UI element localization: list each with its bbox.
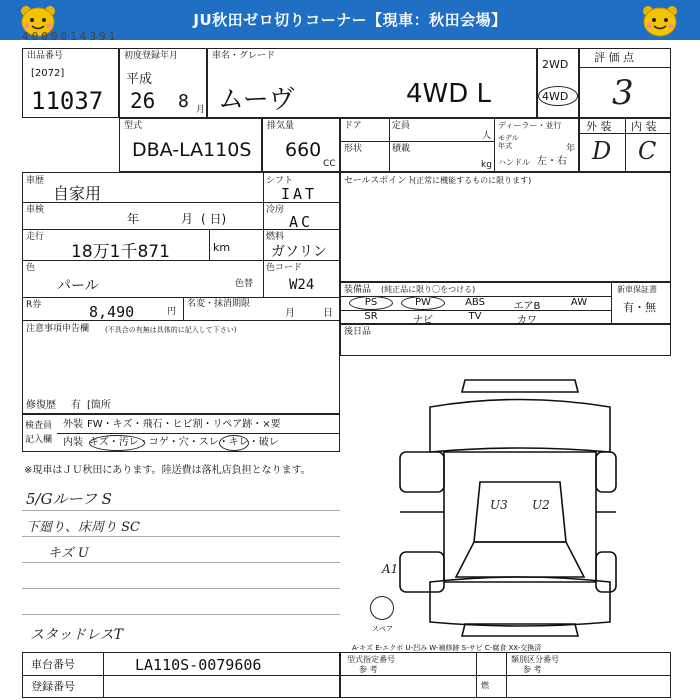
equipment-cell (340, 282, 671, 324)
after-fitted-label: 後日品 (344, 327, 372, 337)
notes-sub: (不具合の有無は具体的に記入して下さい) (105, 326, 237, 334)
ac-value: AC (289, 213, 314, 231)
era: 平成 (126, 72, 153, 87)
km-unit: km (213, 241, 231, 254)
lot-label: 出品番号 (27, 51, 64, 61)
equipment-item-airbag: エアB (513, 301, 541, 312)
divider (580, 133, 671, 134)
equipment-label: 装備品 (344, 285, 372, 295)
equipment-item-tv: TV (468, 311, 482, 322)
inspection-record-label: 記入欄 (25, 435, 53, 445)
handwritten-note: スタッドレスT (30, 627, 123, 643)
divider (389, 119, 390, 172)
warranty-value: 有・無 (623, 301, 656, 314)
inspection-day: ( 日) (201, 212, 227, 226)
damage-legend: A-キズ E-エクボ U-凹み W-補修跡 S-サビ C-腐食 XX-交換済 (352, 644, 542, 652)
drive-cell (537, 48, 579, 118)
type-code: DBA-LA110S (132, 139, 252, 161)
equipment-item-aw: AW (570, 297, 588, 308)
equipment-item-sr: SR (364, 311, 378, 322)
color-code-label: 色コード (266, 263, 303, 273)
capacity-label: 定員 (392, 121, 411, 131)
selected-circle (89, 435, 145, 451)
handle-value: 左・右 (537, 156, 567, 167)
color-code-value: W24 (289, 277, 315, 293)
diagram-front-left-wheel (400, 552, 444, 592)
drive-2wd: 2WD (542, 58, 569, 71)
reference-label: 参 考 (359, 665, 378, 674)
diagram-roof (474, 482, 566, 542)
score-cell (579, 48, 671, 118)
type-cell (119, 118, 262, 172)
grade: 4WD L (406, 79, 492, 109)
divider (263, 173, 264, 297)
writing-line (22, 588, 340, 589)
equipment-item-abs: ABS (465, 297, 485, 308)
mileage-value: 18万1千871 (71, 242, 170, 262)
chassis-number: LA110S-0079606 (135, 656, 262, 674)
writing-line (22, 536, 340, 537)
first-reg-cell (119, 48, 207, 118)
writing-line (22, 510, 340, 511)
person-unit: 人 (482, 131, 492, 141)
details-block (22, 172, 340, 414)
inspection-record-label: 検査員 (25, 421, 53, 431)
color-value: パール (57, 278, 99, 294)
selected-circle (401, 296, 445, 310)
repair-value: 有 (71, 400, 81, 411)
color-change-label: 色替 (235, 279, 254, 289)
shift-label: シフト (266, 176, 294, 186)
diagram-windshield (456, 542, 584, 577)
divider (23, 297, 340, 298)
lot-cell (22, 48, 119, 118)
interior-grade: C (638, 137, 657, 165)
selected-circle (349, 296, 393, 310)
displacement-cell (262, 118, 340, 172)
kg-unit: kg (481, 160, 492, 170)
diagram-rear-right-wheel (596, 452, 616, 492)
recycle-value: 8,490 (89, 303, 135, 321)
footer-fuel-label: 燃 (481, 681, 489, 690)
interior-prefix: 内装 (63, 437, 83, 448)
diagram-rear-section (430, 400, 610, 453)
inspection-month-unit: 月 (181, 212, 194, 226)
body-cell (340, 118, 579, 172)
lot-sub: [2072] (31, 68, 65, 79)
divider (57, 433, 340, 434)
damage-mark: A1 (382, 562, 399, 576)
sales-point-cell (340, 172, 671, 282)
repair-location: [箇所 (87, 400, 111, 411)
divider (611, 283, 612, 324)
displacement: 660 (285, 139, 322, 161)
spare-label: スペア (372, 625, 393, 633)
damage-mark: U3 (490, 498, 508, 512)
selected-circle (219, 435, 249, 451)
cc-unit: CC (323, 159, 336, 169)
equipment-item-navi: ナビ (413, 315, 433, 326)
exterior-grade: D (592, 137, 612, 165)
inspection-record (22, 414, 340, 452)
inspection-year-unit: 年 (127, 212, 140, 226)
after-fitted-cell (340, 324, 671, 356)
ac-label: 冷房 (266, 205, 285, 215)
divider (209, 229, 210, 260)
name-change-day: 日 (323, 308, 333, 319)
exterior-label: 外 装 (586, 120, 612, 133)
diagram-front-section (430, 577, 610, 626)
registration-label: 登録番号 (31, 680, 75, 693)
exterior-prefix: 外装 (63, 419, 83, 430)
recycle-label: R券 (26, 300, 42, 310)
divider (23, 675, 340, 676)
diagram-rear-left-wheel (400, 452, 444, 492)
interior-label: 内 装 (631, 120, 657, 133)
name-change-month: 月 (285, 308, 295, 319)
grade-cell (579, 118, 671, 172)
type-label: 型式 (124, 121, 143, 131)
damage-mark: U2 (532, 498, 550, 512)
writing-line (22, 614, 340, 615)
displacement-label: 排気量 (267, 121, 295, 131)
name-change-label: 名変・抹消期限 (187, 299, 251, 309)
color-label: 色 (26, 263, 36, 273)
equipment-sub: (純正品に限り〇をつける) (381, 285, 476, 294)
page-title: JU秋田ゼロ切りコーナー【現車：秋田会場】 (193, 11, 507, 29)
lot-number: 11037 (31, 87, 104, 115)
category-label: 車歴 (26, 176, 45, 186)
door-label: ドア (344, 121, 362, 131)
registration-block (22, 652, 340, 698)
inspection-label: 車検 (26, 205, 45, 215)
divider (580, 67, 671, 68)
shift-value: IAT (281, 185, 318, 203)
month: 8 (178, 91, 189, 112)
load-label: 積載 (392, 144, 411, 154)
designation-block (340, 652, 671, 698)
first-reg-label: 初度登録年月 (124, 51, 179, 61)
handwritten-note: キズ U (48, 546, 89, 561)
score-label: 評 価 点 (594, 51, 634, 64)
divider (183, 297, 184, 320)
writing-line (22, 562, 340, 563)
exterior-defects: FW・キズ・飛石・ヒビ割・リペア跡・×要 (87, 419, 281, 430)
notice-text: ※現車はＪＵ秋田にあります。陸送費は落札店負担となります。 (24, 465, 311, 476)
year: 26 (130, 89, 156, 113)
yen-unit: 円 (167, 307, 177, 317)
name-label: 車名・グレード (212, 51, 276, 61)
diagram-body (444, 452, 596, 582)
shape-label: 形状 (344, 144, 363, 154)
month-unit: 月 (196, 105, 206, 115)
mascot-icon (640, 4, 680, 38)
repair-label: 修復歴 (26, 400, 56, 411)
divider (625, 119, 626, 172)
sales-point-label: セールスポイント (344, 176, 416, 186)
divider (23, 320, 340, 321)
auction-sheet (0, 30, 700, 700)
category-number-label: 類別区分番号 (511, 655, 559, 664)
model-designation-label: 型式指定番号 (347, 655, 395, 664)
divider (103, 653, 104, 698)
name-cell (207, 48, 537, 118)
score-value: 3 (612, 73, 634, 113)
equipment-item-ps: PS (364, 297, 378, 308)
diagram-rear-bumper (462, 380, 578, 392)
handwritten-note: 5/Gルーフ S (26, 490, 112, 508)
sales-point-sub: (正常に機能するものに限ります) (413, 176, 532, 185)
interior-defects: キズ・汚レ・コゲ・穴・スレ・キレ・破レ (89, 437, 279, 448)
fuel-label: 燃料 (266, 232, 285, 242)
divider (341, 141, 494, 142)
divider (494, 119, 495, 172)
mileage-label: 走行 (26, 232, 45, 242)
warranty-label: 新車保証書 (617, 285, 657, 294)
diagram-front-right-wheel (596, 552, 616, 592)
chassis-label: 車台番号 (31, 658, 75, 671)
reference-label: 参 考 (523, 665, 542, 674)
divider (341, 675, 671, 676)
spare-tire-icon (370, 596, 394, 620)
notes-label: 注意事項申告欄 (26, 324, 90, 334)
model-year-label: モデル年式 (498, 134, 519, 150)
drive-4wd: 4WD (542, 90, 569, 103)
equipment-item-leather: カワ (517, 315, 537, 326)
model-name: ムーヴ (218, 85, 295, 115)
handle-label: ハンドル (498, 158, 530, 167)
category-value: 自家用 (53, 184, 102, 203)
top-strip-number: 4000014391 (22, 30, 119, 43)
handwritten-note: 下廻り、床周り SC (26, 520, 140, 535)
fuel-value: ガソリン (271, 244, 327, 260)
dealer-label: ディーラー・並行 (498, 121, 562, 130)
equipment-item-pw: PW (415, 297, 431, 308)
year-unit: 年 (566, 144, 576, 154)
